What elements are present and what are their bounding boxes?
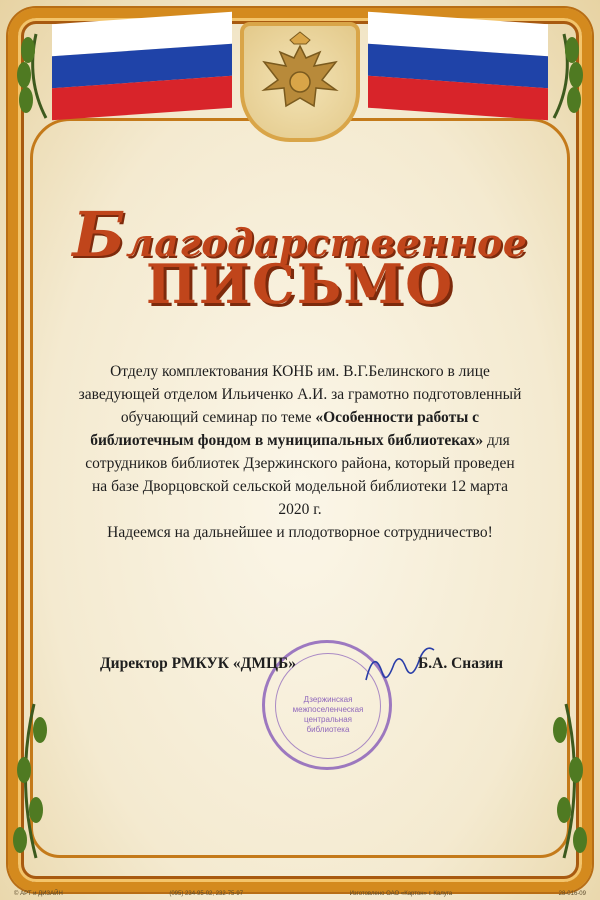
stamp-inner-text: Дзержинская межпоселенческая центральная библиотека bbox=[292, 695, 364, 734]
certificate-title-line2: ПИСЬМО bbox=[145, 252, 455, 316]
certificate-body bbox=[78, 360, 522, 544]
russian-flag-right bbox=[368, 12, 548, 121]
russian-flag-left bbox=[52, 12, 232, 121]
laurel-branch-top-left-icon bbox=[6, 30, 56, 120]
body-text-part1: Отделу комплектования КОНБ им. В.Г.Белинского в лице заведующей отделом Ильиченко А.И. за грамотно подготовленный обучающий семинар по теме bbox=[78, 363, 522, 426]
certificate-title-line1: Благодарственное bbox=[72, 198, 528, 271]
coat-of-arms-icon bbox=[240, 22, 360, 142]
laurel-branch-bottom-right-icon bbox=[544, 700, 594, 860]
signer-name: Б.А. Сназин bbox=[418, 655, 504, 672]
laurel-branch-top-right-icon bbox=[544, 30, 594, 120]
print-footer bbox=[14, 891, 586, 897]
signer-position: Директор РМКУК «ДМЦБ» bbox=[100, 655, 296, 672]
footer-manufacturer: Изготовлено ОАО «Картон» г. Калуга bbox=[349, 891, 453, 897]
footer-code: 28-016-09 bbox=[558, 891, 586, 897]
thanks-line: Надеемся на дальнейшее и плодотворное сотрудничество! bbox=[107, 524, 493, 541]
footer-phone: (095) 234-95-02, 232-75-97 bbox=[169, 891, 244, 897]
laurel-branch-bottom-left-icon bbox=[6, 700, 56, 860]
body-text-part2: для сотрудников библиотек Дзержинского района, который проведен на базе Дворцовской сельской модельной библиотеки 12 марта 2020 г. bbox=[85, 432, 515, 518]
seminar-topic: «Особенности работы с библиотечным фондом в муниципальных библиотеках» bbox=[90, 409, 484, 449]
footer-publisher: © АРТ и ДИЗАЙН bbox=[14, 891, 63, 897]
